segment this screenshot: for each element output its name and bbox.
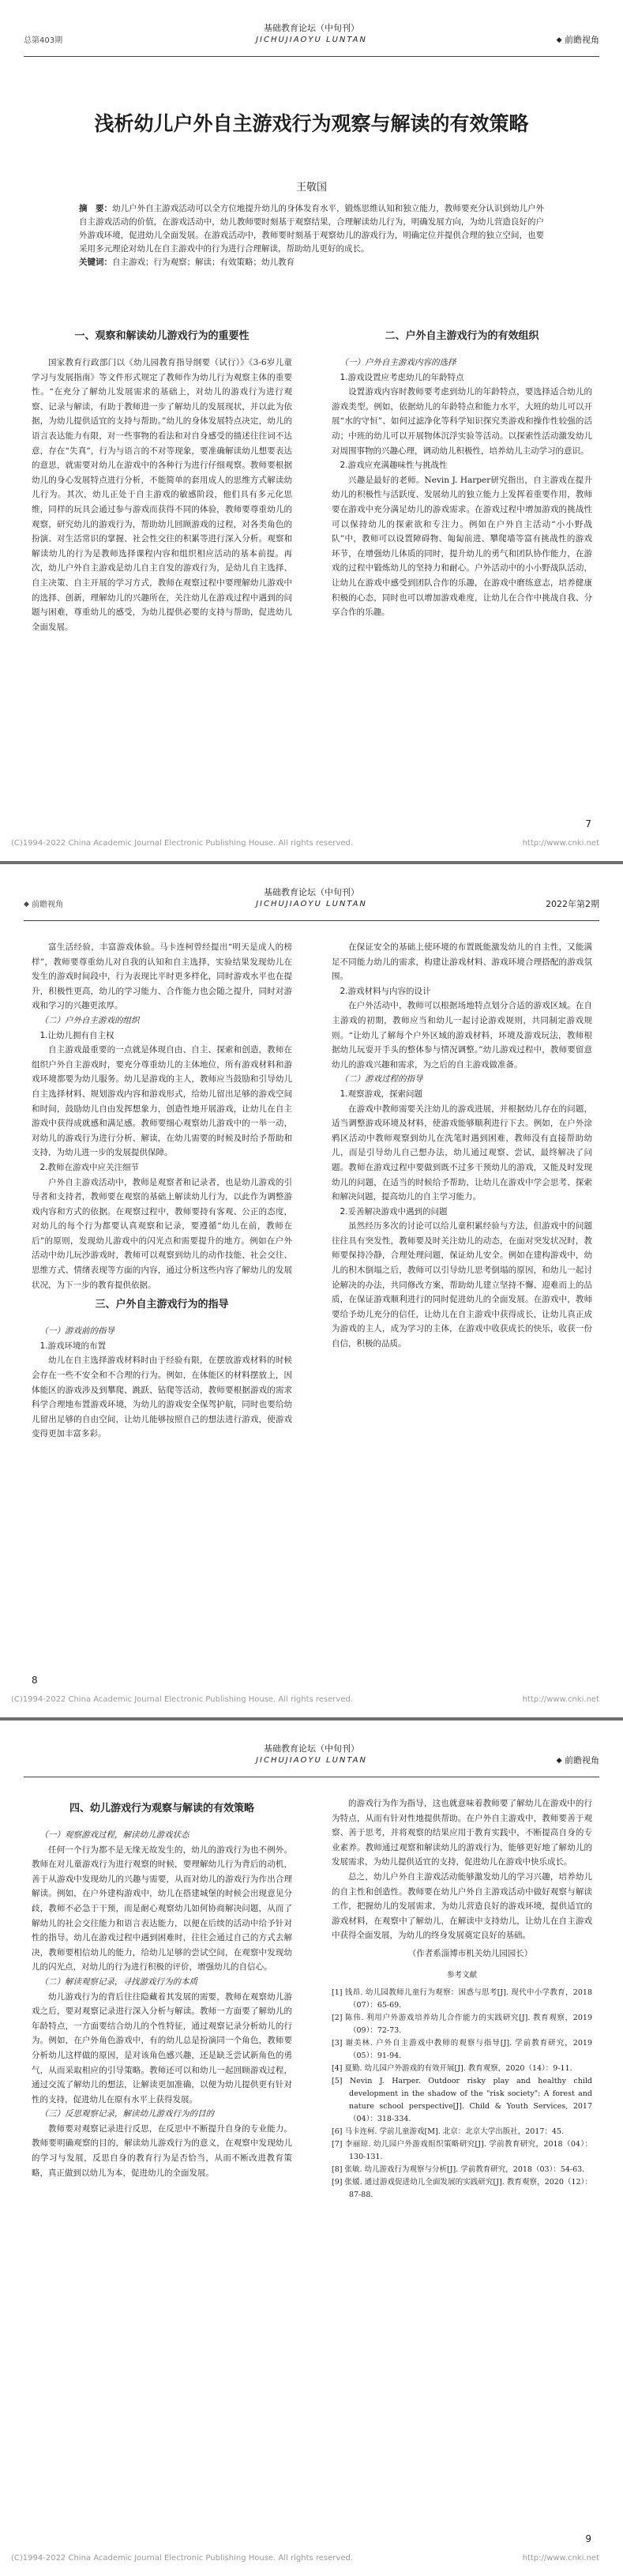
subsection-heading: （一）户外自主游戏内容的选择 — [340, 358, 456, 367]
body-paragraph: 总之，幼儿户外自主游戏活动能够激发幼儿的学习兴趣，培养幼儿的自主性和创造性。教师要在幼儿户外自主游戏活动中做好观察与解读工作，把握幼儿的发展需求，为幼儿营造良好的游戏环境，提供适宜的游戏材料，在观察中了解幼儿，在解读中支持幼儿，让幼儿在自主游戏中获得全面发展，为幼儿的终身发展奠定良好的基础。 — [332, 1871, 592, 1941]
page1-right-column — [332, 324, 592, 814]
abstract-text: 幼儿户外自主游戏活动可以全方位地提升幼儿的身体发育水平，锻炼思维认知和独立能力，教师要充分认识到幼儿户外自主游戏活动的价值，在游戏活动中，幼儿教师要时刻基于观察结果，合理解读幼儿行为，明确发展方向，为幼儿营造良好的户外游戏环境，促进幼儿全面发展。在游戏活动中，教师要时刻基于观察幼儿的游戏行为，明确定位并提供合理的独立空间，也要采用多元理论对幼儿在自主游戏中的行为进行合理解读，帮助幼儿更好的成长。 — [79, 204, 545, 254]
body-paragraph: 在游戏中教师需要关注幼儿的游戏进展，并根据幼儿存在的问题，适当调整游戏环境及材料，使游戏能够顺利进行下去。例如，在户外涂鸦区活动中教师观察到幼儿在洗笔时遇到困难，教师没有直接帮助幼儿，而是引导幼儿自己想办法，幼儿通过观察、尝试，最终解决了问题。教师在游戏过程中要做到既不过多干预幼儿的游戏，又能及时发现幼儿的问题，在适当的时候给予帮助，让幼儿在游戏中学会思考、探索和解决问题，提高幼儿的自主学习能力。 — [332, 1104, 592, 1202]
issue-date: 2022年第2期 — [546, 899, 599, 909]
journal-name-cn: 基础教育论坛（中旬刊） — [264, 1743, 359, 1754]
subsection-heading: （二）解读观察记录，寻找游戏行为的本质 — [39, 1976, 197, 1987]
page-footer — [11, 2554, 599, 2567]
page2-right-column — [332, 940, 592, 1667]
column-label — [557, 33, 599, 46]
reference-item: [5] Nevin J. Harper. Outdoor risky play and healthy child development in the shadow of the "risk society": A forest and nature school perspective[J]. Child & Youth Services, 2017（04）：318-334. — [332, 2076, 592, 2123]
subsection-heading: （二）游戏过程的指导 — [340, 1074, 423, 1085]
body-paragraph: 兴趣是最好的老师。Nevin J. Harper研究指出，自主游戏在提升幼儿的积极性与活跃度、发展幼儿的独立能力上发挥着重要作用，教师要在游戏中充分满足幼儿的游戏需求。在游戏过程中增加游戏的挑战性可以保持幼儿的探索欲和专注力。例如在户外自主活动“小小野战队”中，教师可以设置障碍物、匍匐前进、攀爬墙等富有挑战性的游戏环节，在增强幼儿体质的同时，提升幼儿的勇气和团队协作能力，在游戏的过程中锻炼幼儿的坚持力和耐心。户外活动中的小小野战队活动，让幼儿在游戏中感受到团队合作的乐趣，在游戏中磨练意志，培养健康积极的心态，同时也可以增加游戏难度，让幼儿在合作中挑战自我、分享合作的乐趣。 — [332, 475, 592, 618]
body-paragraph: 的游戏行为作为指导，这也就意味着教师要了解幼儿在游戏中的行为特点，从而有针对性地提供帮助。在户外自主游戏中，教师要善于观察、善于思考，并将观察的结果应用于教育实践中，不断提高自身的专业素养。教师通过观察和解读幼儿的游戏行为，能够更好地了解幼儿的发展需求，为幼儿提供适宜的支持，促进幼儿在游戏中快乐成长。 — [332, 1799, 592, 1867]
section-heading: 一、观察和解读幼儿游戏行为的重要性 — [74, 330, 250, 342]
column-text: 前瞻视角 — [565, 1755, 599, 1766]
section-heading: 四、幼儿游戏行为观察与解读的有效策略 — [69, 1803, 254, 1814]
reference-item: [1] 钱昂. 幼儿园教师儿童行为观察：困惑与思考[J]. 现代中小学教育，2018（07）：65-69. — [332, 1987, 592, 2010]
page3-right-column — [332, 1796, 592, 2523]
page-2 — [0, 864, 623, 1717]
reference-item: [3] 谢美林. 户外自主游戏中教师的观察与指导[J]. 学前教育研究，2019（05）：91-94. — [332, 2038, 592, 2060]
page-1 — [0, 0, 623, 861]
page-number: 7 — [585, 818, 591, 829]
subsection-heading: （二）户外自主游戏的组织 — [39, 1015, 140, 1025]
article-title: 浅析幼儿户外自主游戏行为观察与解读的有效策略 — [94, 112, 529, 135]
source-url[interactable]: http://www.cnki.net — [522, 1695, 599, 1704]
body-paragraph: 在保证安全的基础上使环境的布置既能激发幼儿的自主性，又能满足不同能力幼儿的需求，构建让游戏材料、游戏环境合理搭配的游戏氛围。 — [332, 942, 592, 982]
section-heading: 三、户外自主游戏行为的指导 — [95, 1299, 229, 1311]
body-paragraph: 设置游戏内容时教师要考虑到幼儿的年龄特点，要选择适合幼儿的游戏类型。例如，依据幼儿的年龄特点和能力水平，大班的幼儿可以开展“水的守恒”、如何过滤净化等科学知识探究类游戏和操作性较强的活动；中班的幼儿可以开展物体沉浮实验等活动。以探索性活动激发幼儿对周围事物的兴趣心理，调动幼儿积极性，培养幼儿主动学习的意识。 — [332, 387, 592, 456]
copyright-notice: (C)1994-2022 China Academic Journal Electronic Publishing House. All rights reserved. — [11, 2554, 353, 2563]
source-url[interactable]: http://www.cnki.net — [522, 2554, 599, 2563]
body-paragraph: 富生活经验，丰富游戏体验。马卡连柯曾经提出“明天是成人的榜样”，教师要尊重幼儿对自我的认知和自主选择，实验结果发现幼儿在发生的游戏时间段中，行为表现比平时更多样化，同时游戏水平也在提升，积极性更高，幼儿的学习能力、合作能力也会随之提升，同时对游戏和学习的兴趣更浓厚。 — [32, 942, 292, 1011]
section-heading: 二、户外自主游戏行为的有效组织 — [385, 330, 539, 342]
reference-item: [8] 张敏. 幼儿游戏行为观察与分析[J]. 学前教育研究，2018（03）：54-63. — [332, 2164, 585, 2174]
references — [332, 1969, 592, 2202]
page1-left-column — [32, 324, 292, 814]
page-footer — [11, 839, 599, 852]
body-paragraph: 户外自主游戏活动中，教师是观察者和记录者，也是幼儿游戏的引导者和支持者，教师要在观察的基础上解读幼儿行为，以此作为调整游戏内容和方式的依据。在观察过程中，教师要持有客观、公正的态度，对幼儿的每个行为都要认真观察和记录，要遵循“幼儿在前，教师在后”的原则，发现幼儿游戏中的闪光点和需要提升的地方。例如在户外活动中幼儿玩沙游戏时，教师可以观察到幼儿的动作技能、社会交往、思维方式、情绪表现等方面的内容，通过分析这些内容了解幼儿的发展状况，为下一步的教育提供依据。 — [32, 1177, 292, 1290]
subsection-heading: 2.游戏材料与内容的设计 — [340, 986, 431, 996]
diamond-icon: ◆ — [556, 36, 562, 44]
journal-name — [24, 886, 599, 910]
body-paragraph: 教师要对观察记录进行反思，在反思中不断提升自身的专业能力。教师要明确观察的目的，解读幼儿游戏行为的意义，在观察中发现幼儿的学习与发展，反思自身的教育行为是否恰当，从而不断改进教育策略，真正做到以幼儿为本，促进幼儿的全面发展。 — [32, 2123, 292, 2178]
page-number: 9 — [585, 2533, 591, 2544]
reference-item: [7] 李丽琼. 幼儿园户外游戏组织策略研究[J]. 学前教育研究，2018（04）：130-131. — [332, 2139, 592, 2161]
subsection-heading: 1.观察游戏，探索问题 — [340, 1089, 423, 1099]
subsection-heading: 2.教师在游戏中应关注细节 — [39, 1162, 140, 1172]
reference-item: [6] 马卡连柯. 学前儿童游戏[M]. 北京：北京大学出版社，2017：45. — [332, 2127, 564, 2136]
body-paragraph: 幼儿游戏行为的背后往往隐藏着其发展的需要，教师在观察幼儿游戏之后，要对观察记录进行深入分析与解读。教师一方面要了解幼儿的年龄特点，一方面要结合幼儿的个性特征，通过观察记录分析幼儿的行为。例如，在户外角色游戏中，有的幼儿总是扮演同一个角色，教师要分析幼儿这样做的原因，是对该角色感兴趣，还是缺乏尝试新角色的勇气，从而采取相应的引导策略。教师还可以和幼儿一起回顾游戏过程，通过交流了解幼儿的想法，让解读更加准确，以便为幼儿提供更有针对性的支持，促进幼儿在原有水平上获得发展。 — [32, 1991, 292, 2104]
subsection-heading: 1.游戏设置应考虑幼儿的年龄特点 — [340, 372, 464, 382]
body-paragraph: 在户外活动中，教师可以根据场地特点划分合适的游戏区域。在自主游戏的初期，教师应当和幼儿一起讨论游戏规则，共同制定游戏规则。“让幼儿了解每个户外区域的游戏材料，环境及游戏玩法，教师根据幼儿玩耍开手头的整体参与情况调整。”幼儿游戏过程中，教师要留意幼儿的游戏兴趣和需求，为之后的自主游戏做准备。 — [332, 1001, 592, 1070]
body-paragraph: 国家教育行政部门以《幼儿园教育指导纲要（试行）》《3-6岁儿童学习与发展指南》等文件形式规定了教师作为幼儿行为观察主体的重要性。“在充分了解幼儿发展需求的基础上，对幼儿的游戏行为进行观察、记录与解读，有助于教师进一步了解幼儿的发展现状，并以此为依据，为幼儿提供适宜的支持与帮助。”幼儿的身体发展特点决定，幼儿的语言表达能力有限，对一些事物的看法和对自身感受的描述往往词不达意，存在“失真”，行为与语言的不对等现象，要准确解读幼儿想要表达的意思，就需要对幼儿在游戏中的各种行为进行仔细观察。教师要根据幼儿的身心发展特点进行分析，不能简单的套用成人的思维方式解读幼儿行为。其次，幼儿正处于自主游戏的敏感阶段，他们具有多元化思维，同样的玩具会通过参与游戏而获得不同的体验，教师要尊重幼儿的观察，研究幼儿的游戏行为，帮助幼儿回顾游戏的过程，对各类角色的扮演、对生活常识的掌握、社会性交往的积累等进行深入分析。观察和解读幼儿的行为是教师选择课程内容和组织相应活动的基本前提。再次，幼儿户外自主游戏是幼儿自主自发的游戏行为，是幼儿自主选择、自主决策、自主开展的学习方式，教师在观察过程中要理解幼儿游戏中的选择、创新，理解幼儿的兴趣所在，关注幼儿在游戏过程中遇到的问题与困难，尊重幼儿的感受，为幼儿提供必要的支持与帮助，促进幼儿全面发展。 — [32, 358, 292, 632]
copyright-notice: (C)1994-2022 China Academic Journal Electronic Publishing House. All rights reserved. — [11, 839, 353, 848]
issue-label: 总第403期 — [24, 36, 63, 45]
column-text: 前瞻视角 — [565, 35, 599, 45]
journal-name — [24, 1743, 599, 1766]
page-footer — [11, 1695, 599, 1708]
subsection-heading: （一）游戏前的指导 — [39, 1326, 114, 1337]
reference-item: [2] 陈伟. 利用户外游戏培养幼儿合作能力的实践研究[J]. 教育观察，2019（09）：72-73. — [332, 2013, 592, 2035]
abstract — [79, 202, 544, 269]
column-text: 前瞻视角 — [32, 901, 64, 909]
subsection-heading: 2.妥善解决游戏中遇到的问题 — [340, 1206, 448, 1217]
body-paragraph: 任何一个行为都不是无缘无故发生的，幼儿的游戏行为也不例外。教师在对儿童游戏行为进行观察的时候，要理解幼儿行为背后的动机，善于从游戏中发现幼儿的兴趣与需要，从而对幼儿的游戏行为作出合理解读。例如，在户外建构游戏中，幼儿在搭建城堡的时候会出现意见分歧，教师不必急于干预，而是耐心观察幼儿如何协商解决问题，从而了解幼儿的社会交往能力和语言表达能力，以便在后续的活动中给予针对性的指导。幼儿在游戏过程中遇到困难时，往往会通过自己的方式去解决，教师要相信幼儿的能力，给幼儿足够的尝试空间，在观察中发现幼儿的闪光点，对幼儿的行为进行积极的评价，增强幼儿的自信心。 — [32, 1845, 292, 1972]
page3-left-column — [32, 1796, 292, 2523]
keywords-text: 自主游戏；行为观察；解读；有效策略；幼儿教育 — [112, 258, 295, 267]
page-number: 8 — [32, 1675, 38, 1686]
journal-name — [24, 22, 599, 46]
subsection-heading: 2.游戏应充满趣味性与挑战性 — [340, 461, 448, 471]
reference-item: [4] 夏勤. 幼儿园户外游戏的有效开展[J]. 教育观察，2020（14）：9-11. — [332, 2063, 572, 2073]
subsection-heading: 1.游戏环境的布置 — [39, 1341, 107, 1351]
article-author: 王敬国 — [295, 182, 327, 194]
copyright-notice: (C)1994-2022 China Academic Journal Electronic Publishing House. All rights reserved. — [11, 1695, 353, 1704]
page2-left-column — [32, 940, 292, 1667]
column-label — [24, 897, 63, 909]
page-header — [24, 21, 599, 57]
journal-name-cn: 基础教育论坛（中旬刊） — [264, 23, 359, 33]
subsection-heading: （三）反思观察记录，解读幼儿游戏行为的目的 — [39, 2109, 214, 2119]
page3-right-text — [332, 1796, 592, 1943]
page-header — [24, 885, 599, 921]
keywords-label: 关键词： — [79, 258, 112, 267]
journal-name-cn: 基础教育论坛（中旬刊） — [264, 887, 359, 897]
subsection-heading: （一）观察游戏过程，解读幼儿游戏状态 — [39, 1830, 190, 1840]
journal-name-en: JICHUJIAOYU LUNTAN — [256, 900, 367, 908]
page-header — [24, 1741, 599, 1777]
abstract-label: 摘 要： — [79, 204, 113, 213]
reference-item: [9] 张媛. 通过游戏促进幼儿全面发展的实践研究[J]. 教育观察，2020（12）：87-88. — [332, 2177, 592, 2199]
diamond-icon: ◆ — [24, 901, 29, 908]
journal-name-en: JICHUJIAOYU LUNTAN — [256, 1756, 367, 1765]
body-paragraph: 自主游戏最重要的一点就是体现自由、自主、探索和创造，教师在组织户外自主游戏时，要充分尊重幼儿的主体地位，所有游戏材料和游戏环境都要为幼儿服务。幼儿是游戏的主人，教师应当鼓励和引导幼儿自主选择材料、规划游戏内容和游戏形式，给幼儿留出足够的游戏空间和时间，鼓励幼儿自由发挥想象力，创造性地开展游戏，让幼儿在自主游戏中获得成就感和满足感。教师要细心观察幼儿游戏中的一举一动，对幼儿的游戏行为进行分析、解读，在幼儿需要的时候及时给予帮助和支持，为幼儿进一步的发展提供保障。 — [32, 1045, 292, 1158]
column-label — [557, 1754, 599, 1766]
editor-note: （作者系淄博市机关幼儿园园长） — [407, 1948, 533, 1958]
subsection-heading: 1.让幼儿拥有自主权 — [39, 1030, 114, 1040]
body-paragraph: 虽然经历多次的讨论可以给儿童积累经验与方法，但游戏中的问题往往具有突发性，教师要及时关注幼儿的动态，在面对突发状况时，教师要保持冷静，合理处理问题，保证幼儿安全。例如在建构游戏中，幼儿的积木倒塌之后，教师可以引导幼儿思考倒塌的原因，和幼儿一起讨论解决的办法，共同修改方案，帮助幼儿建立坚持不懈、迎难而上的品质，在保证游戏顺利进行的同时促进幼儿的全面发展。在游戏中，教师要给予幼儿充分的信任，让幼儿在自主游戏中获得成长，让幼儿真正成为游戏的主人，成为学习的主体，在游戏中收获成长的快乐，收获一份自信，积极的品质。 — [332, 1221, 592, 1349]
diamond-icon: ◆ — [556, 1757, 562, 1765]
journal-name-en: JICHUJIAOYU LUNTAN — [256, 36, 367, 44]
source-url[interactable]: http://www.cnki.net — [522, 839, 599, 848]
page-3 — [0, 1720, 623, 2576]
references-title: 参考文献 — [446, 1970, 477, 1980]
body-paragraph: 幼儿在自主选择游戏材料时由于经验有限，在摆放游戏材料的时候会存在一些不安全和不合理的行为。例如，在体能区的材料摆放上，因体能区的游戏涉及到攀爬、跳跃、钻爬等活动，教师要根据游戏的需求科学合理地布置游戏环境，为幼儿的游戏安全保驾护航，同时也要给幼儿留出足够的自由空间，让幼儿能够按照自己的想法进行游戏，使游戏变得更加丰富多彩。 — [32, 1356, 292, 1439]
